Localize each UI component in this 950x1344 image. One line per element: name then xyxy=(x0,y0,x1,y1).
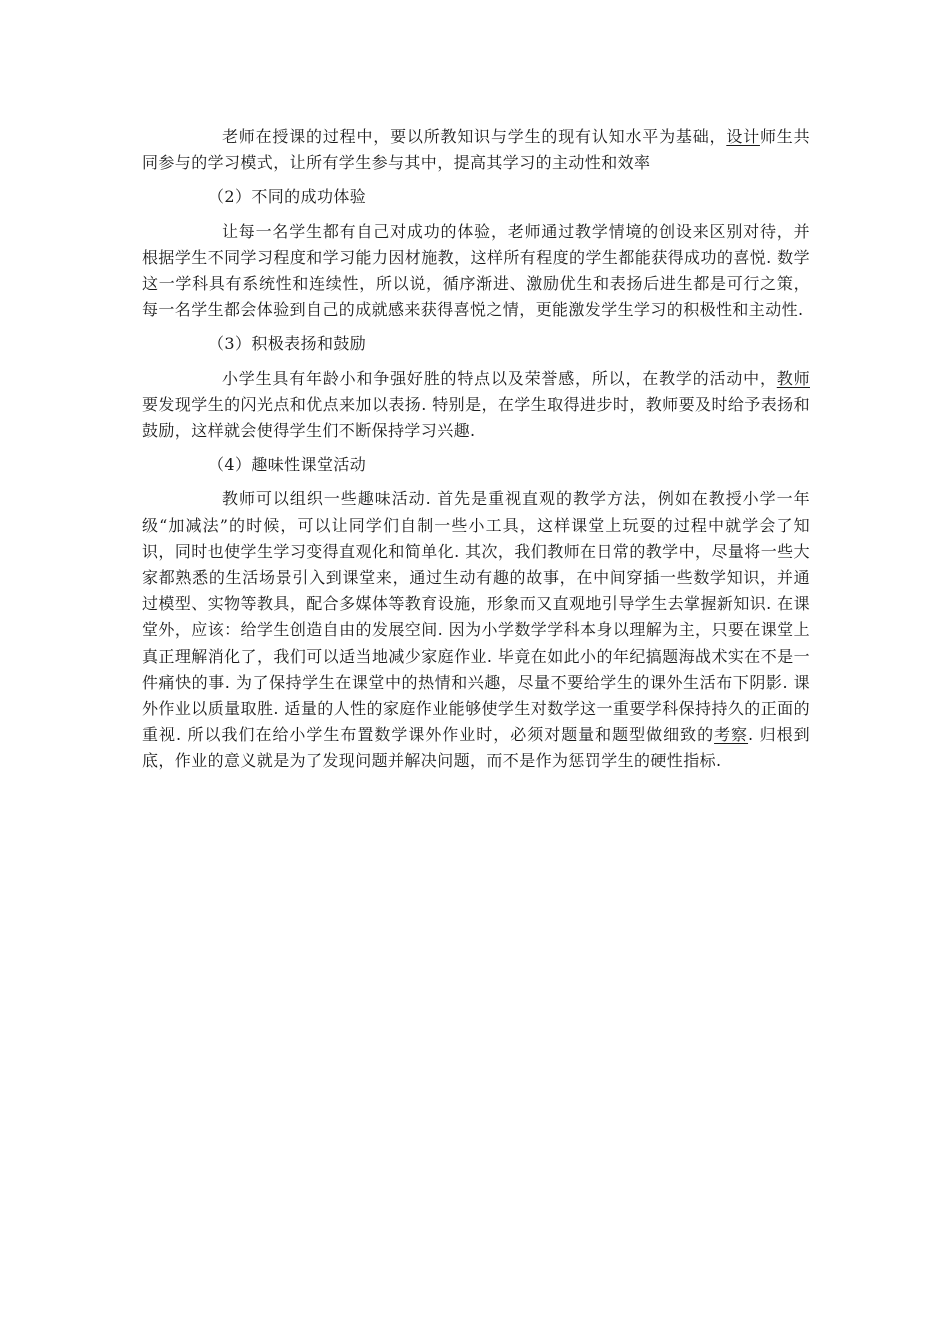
paragraph-text: 师生共同参与的学习模式，让所有学生参与其中，提高其学习的主动性和效率 xyxy=(142,127,810,173)
section-heading-3: （3）积极表扬和鼓励 xyxy=(208,334,367,354)
paragraph-text: 小学生具有年龄小和争强好胜的特点以及荣誉感，所以，在教学的活动中， xyxy=(222,368,777,388)
paragraph-fun-activities xyxy=(142,486,810,774)
link-inspection[interactable]: 考察 xyxy=(714,725,749,745)
document-body xyxy=(142,124,810,783)
link-design[interactable]: 设计 xyxy=(726,127,760,146)
section-heading-4: （4）趣味性课堂活动 xyxy=(208,455,367,475)
paragraph-text: 教师可以组织一些趣味活动. 首先是重视直观的教学方法，例如在教授小学一年级“加减法”的时候，可以让同学们自制一些小工具，这样课堂上玩耍的过程中就学会了知识，同时也使学生学习变得直观化和简单化. 其次，我们教师在日常的教学中，尽量将一些大家都熟悉的生活场景引入到课堂来，通过生动有趣的故事，在中间穿插一些数学知识，并通过模型、实物等教具，配合多媒体等教育设施，形象而又直观地引导学生去掌握新知识. 在课堂外，应该：给学生创造自由的发展空间. 因为小学数学学科本身以理解为主，只要在课堂上真正理解消化了，我们可以适当地减少家庭作业. 毕竟在如此小的年纪搞题海战术实在不是一件痛快的事. 为了保持学生在课堂中的热情和兴趣，尽量不要给学生的课外生活布下阴影. 课外作业以质量取胜. 适量的人性的家庭作业能够使学生对数学这一重要学科保持持久的正面的重视. 所以我们在给小学生布置数学课外作业时，必须对题量和题型做细致的 xyxy=(142,489,810,745)
paragraph-text: . 归根到底，作业的意义就是为了发现问题并解决问题，而不是作为惩罚学生的硬性指标. xyxy=(142,725,810,771)
paragraph-text: 要发现学生的闪光点和优点来加以表扬. 特别是，在学生取得进步时，教师要及时给予表扬和鼓励，这样就会使得学生们不断保持学习兴趣. xyxy=(142,394,810,441)
paragraph-success-experience: 让每一名学生都有自己对成功的体验，老师通过教学情境的创设来区别对待，并根据学生不同学习程度和学习能力因材施教，这样所有程度的学生都能获得成功的喜悦. 数学这一学科具有系统性和连续性，所以说，循序渐进、激励优生和表扬后进生都是可行之策，每一名学生都会体验到自己的成就感来获得喜悦之情，更能激发学生学习的积极性和主动性. xyxy=(142,221,810,320)
paragraph-text: 老师在授课的过程中，要以所教知识与学生的现有认知水平为基础， xyxy=(222,127,727,146)
paragraph-teaching-mode xyxy=(142,124,810,176)
link-teacher[interactable]: 教师 xyxy=(776,368,810,388)
section-heading-2: （2）不同的成功体验 xyxy=(208,187,367,207)
paragraph-praise xyxy=(142,366,810,445)
